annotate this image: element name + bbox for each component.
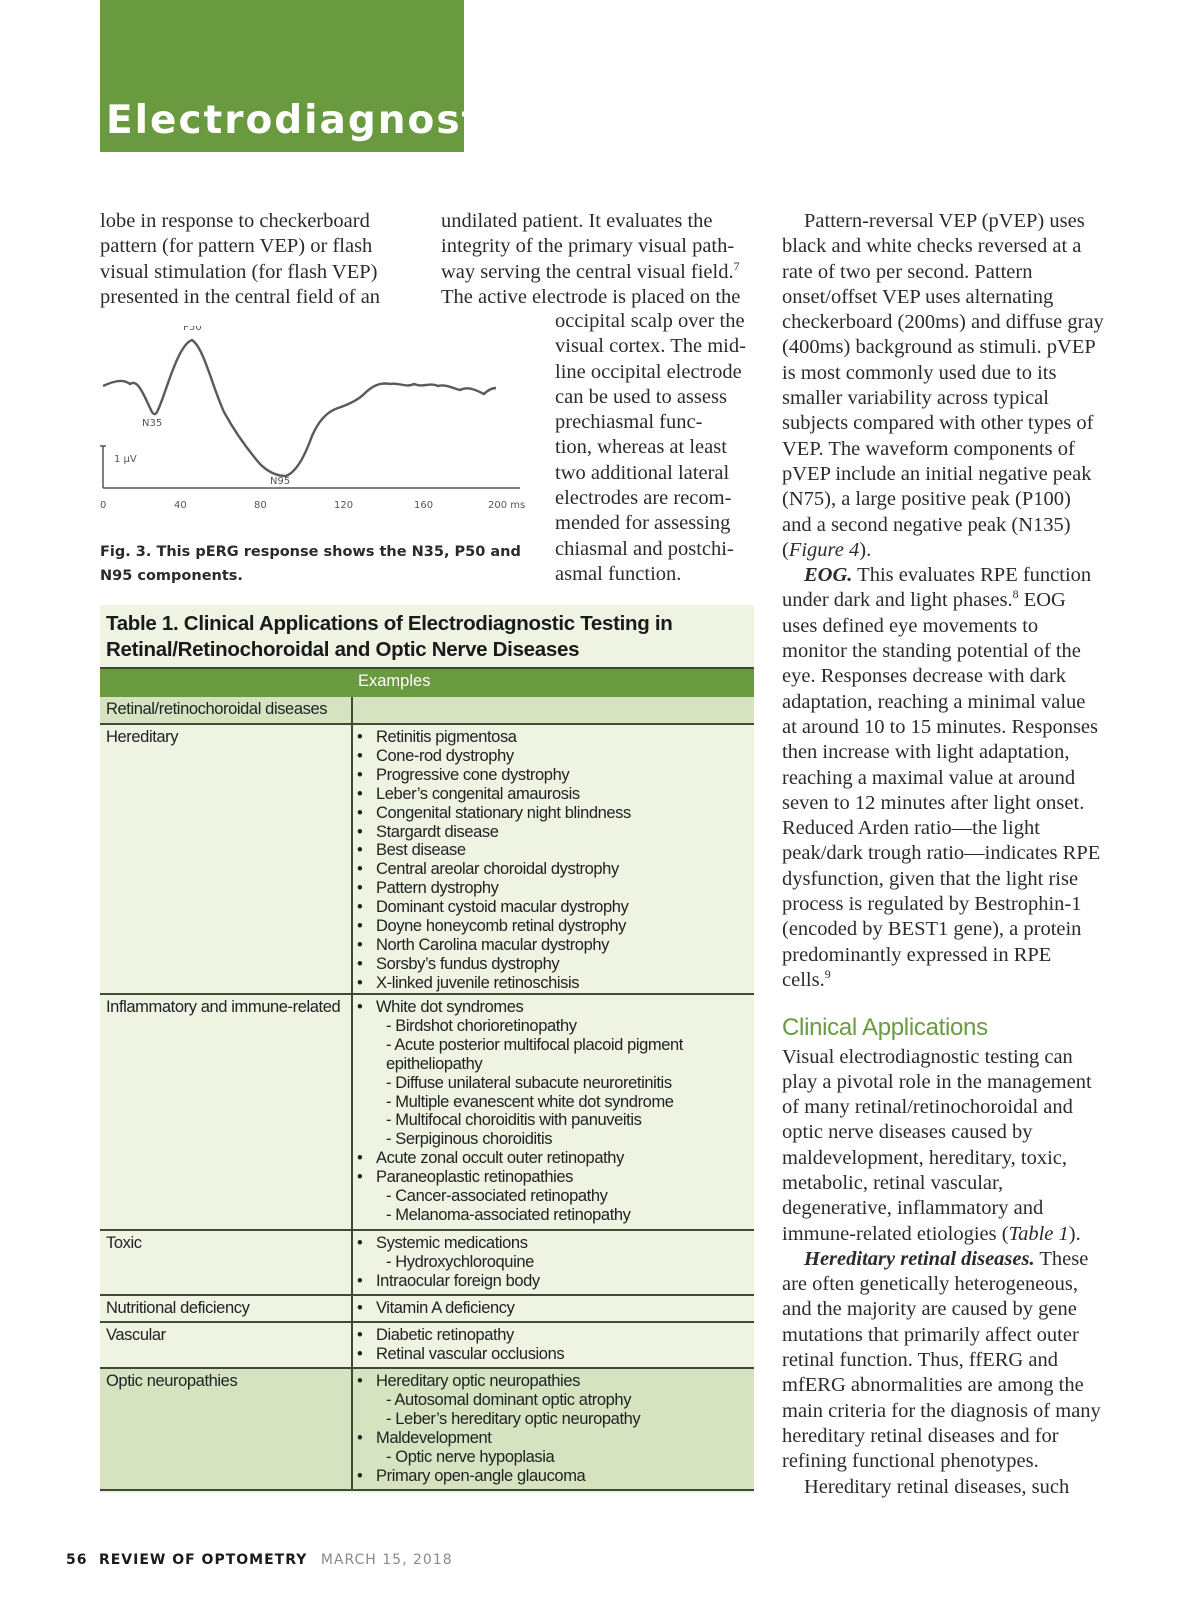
- section-heading: Clinical Applications: [782, 1014, 988, 1042]
- text-line: integrity of the primary visual path-: [441, 235, 735, 258]
- list-item: • Cone-rod dystrophy: [353, 747, 753, 766]
- footnote-ref: 8: [1012, 587, 1019, 602]
- table-row: [100, 1323, 754, 1365]
- figure-caption: Fig. 3. This pERG response shows the N35, P50 and N95 components.: [100, 544, 521, 584]
- row-items: [353, 998, 753, 1225]
- text-line: visual stimulation (for flash VEP): [100, 260, 378, 283]
- list-item: • Sorsby’s fundus dystrophy: [353, 955, 753, 974]
- perg-figure: [100, 326, 540, 536]
- column-1-text: [100, 209, 400, 310]
- text-line: chiasmal and postchi-: [555, 537, 734, 560]
- text-line: line occipital electrode: [555, 360, 742, 383]
- table-column-divider: [351, 697, 353, 1489]
- list-subitem: - Birdshot chorioretinopathy: [386, 1016, 577, 1035]
- perg-waveform-svg: [100, 326, 540, 536]
- x-tick-label: 160: [414, 500, 434, 511]
- table-title: Table 1. Clinical Applications of Electrodiagnostic Testing in Retinal/Retinochoroidal and Optic Nerve Diseases: [106, 612, 673, 661]
- table-row: [100, 1369, 754, 1489]
- list-item: • Pattern dystrophy: [353, 879, 753, 898]
- list-subitem: - Autosomal dominant optic atrophy: [386, 1390, 632, 1409]
- list-subitem-continued: epitheliopathy: [386, 1054, 483, 1073]
- row-items: [353, 728, 753, 993]
- row-items: [353, 1372, 753, 1485]
- list-subitem: - Acute posterior multifocal placoid pigment: [386, 1035, 683, 1054]
- figure-ref: Figure 4: [788, 538, 860, 561]
- scale-label: 1 µV: [114, 454, 137, 465]
- list-item: • Systemic medications: [353, 1234, 753, 1253]
- text-line: presented in the central field of an: [100, 285, 381, 308]
- list-item: • Primary open-angle glaucoma: [353, 1467, 753, 1486]
- list-subitem: - Melanoma-associated retinopathy: [386, 1205, 631, 1224]
- text-fragment: way serving the central visual field.: [441, 260, 734, 283]
- row-label: Vascular: [106, 1326, 166, 1344]
- list-subitem: - Optic nerve hypoplasia: [386, 1447, 555, 1466]
- list-item: • North Carolina macular dystrophy: [353, 936, 753, 955]
- text-line: asmal function.: [555, 562, 682, 585]
- text-line: mended for assessing: [555, 512, 731, 535]
- list-subitem: - Diffuse unilateral subacute neuroretinitis: [386, 1073, 672, 1092]
- text-fragment: Pattern-reversal VEP (pVEP) uses black and white checks reversed at a rate of two per second. Pattern onset/offset VEP uses alternating checkerboard (200ms) and diffuse gray (400ms) background as stimuli. pVEP is most commonly used due to its smaller variability across typical subjects compared with other types of VEP. The waveform components of pVEP include an initial negative peak (N75), a large positive peak (P100) and a second negative peak (N135) (: [782, 210, 1104, 561]
- list-subitem: - Cancer-associated retinopathy: [386, 1187, 608, 1206]
- text-fragment: ).: [859, 538, 872, 561]
- text-line: lobe in response to checkerboard: [100, 210, 370, 232]
- row-items: [353, 1234, 753, 1291]
- text-line: The active electrode is placed on the: [441, 285, 741, 308]
- footnote-ref: 9: [824, 966, 831, 981]
- list-item: • Doyne honeycomb retinal dystrophy: [353, 917, 753, 936]
- list-item: • Vitamin A deficiency: [353, 1299, 753, 1318]
- list-item: • Paraneoplastic retinopathies: [353, 1168, 753, 1187]
- peak-label-p50: P50: [183, 326, 202, 333]
- list-item: • Best disease: [353, 841, 753, 860]
- list-item: • X-linked juvenile retinoschisis: [353, 974, 753, 993]
- x-tick-label: 80: [254, 500, 267, 511]
- row-items: [353, 1299, 753, 1318]
- text-line: visual cortex. The mid-: [555, 335, 746, 358]
- row-label: Toxic: [106, 1234, 142, 1252]
- list-item: • Retinal vascular occlusions: [353, 1345, 753, 1364]
- list-item: • Hereditary optic neuropathies: [353, 1372, 753, 1391]
- text-line: undilated patient. It evaluates the: [441, 210, 713, 232]
- list-item: • White dot syndromes: [353, 998, 753, 1017]
- paragraph: [782, 563, 1104, 993]
- list-item: • Progressive cone dystrophy: [353, 766, 753, 785]
- text-fragment: EOG uses defined eye movements to monitor the standing potential of the eye. Responses decrease with dark adaptation, reaching a minimal value at around 10 to 15 minutes. Responses then increase with light adaptation, reaching a maximal value at around seven to 12 minutes after light onset. Reduced Arden ratio—the light peak/dark trough ratio—indicates RPE dysfunction, given that the light rise process is regulated by Bestrophin-1 (encoded by BEST1 gene), a protein predominantly expressed in RPE cells.: [782, 589, 1101, 991]
- text-fragment: These are often genetically heterogeneous, and the majority are caused by gene mutations that primarily affect outer retinal function. Thus, ffERG and mfERG abnormalities are among the main criteria for the diagnosis of many hereditary retinal diseases and for refining functional phenotypes.: [782, 1247, 1101, 1473]
- x-tick-label: 0: [100, 500, 107, 511]
- text-line: prechiasmal func-: [555, 411, 703, 434]
- text-line: electrodes are recom-: [555, 487, 732, 510]
- peak-label-n95: N95: [270, 476, 291, 487]
- text-line: can be used to assess: [555, 385, 727, 408]
- table-row: [100, 725, 754, 993]
- column-2-narrow-text: [555, 309, 751, 587]
- list-item: • Dominant cystoid macular dystrophy: [353, 898, 753, 917]
- row-label: Nutritional deficiency: [106, 1299, 250, 1317]
- row-items: [353, 1326, 753, 1364]
- footnote-ref: 7: [733, 258, 740, 273]
- page-footer: [66, 1552, 453, 1568]
- table-row: [100, 1231, 754, 1293]
- text-line: two additional lateral: [555, 461, 730, 484]
- table-ref: Table 1: [1008, 1222, 1069, 1245]
- table-rule: [100, 1489, 754, 1491]
- x-tick-label: 40: [174, 500, 187, 511]
- list-item: • Central areolar choroidal dystrophy: [353, 860, 753, 879]
- run-in-heading: EOG.: [804, 564, 853, 587]
- paragraph: [782, 1045, 1104, 1247]
- table-section-row: [100, 697, 754, 723]
- paragraph: [782, 209, 1104, 563]
- row-label: Optic neuropathies: [106, 1372, 238, 1390]
- section-title: Electrodiagnostics: [106, 98, 548, 143]
- list-item: • Diabetic retinopathy: [353, 1326, 753, 1345]
- list-subitem: - Leber’s hereditary optic neuropathy: [386, 1409, 641, 1428]
- magazine-name: REVIEW OF OPTOMETRY: [98, 1552, 308, 1568]
- text-line: occipital scalp over the: [555, 310, 745, 332]
- column-3-text: [782, 209, 1104, 1500]
- paragraph: Hereditary retinal diseases, such: [804, 1475, 1070, 1498]
- text-line: [441, 260, 751, 285]
- perg-waveform-line: [103, 340, 496, 476]
- examples-header-bar: [100, 668, 754, 697]
- paragraph: [782, 1247, 1104, 1475]
- run-in-heading: Hereditary retinal diseases.: [804, 1247, 1035, 1270]
- text-fragment: This evaluates RPE function under dark and light phases.: [782, 564, 1092, 612]
- issue-date: MARCH 15, 2018: [320, 1552, 453, 1568]
- x-tick-label: 120: [334, 500, 354, 511]
- page-number: 56: [66, 1552, 88, 1568]
- list-item: • Intraocular foreign body: [353, 1272, 753, 1291]
- text-fragment: ).: [1068, 1222, 1081, 1245]
- table-rule: [100, 667, 754, 669]
- text-line: pattern (for pattern VEP) or flash: [100, 235, 373, 258]
- list-item: • Congenital stationary night blindness: [353, 804, 753, 823]
- list-item: • Acute zonal occult outer retinopathy: [353, 1149, 753, 1168]
- list-subitem: - Multiple evanescent white dot syndrome: [386, 1092, 674, 1111]
- peak-label-n35: N35: [142, 418, 163, 429]
- x-tick-label: 200 ms: [488, 500, 526, 511]
- list-item: • Retinitis pigmentosa: [353, 728, 753, 747]
- column-2-text: [441, 209, 751, 310]
- section-label: Retinal/retinochoroidal diseases: [106, 700, 328, 718]
- list-item: • Stargardt disease: [353, 823, 753, 842]
- list-subitem: - Serpiginous choroiditis: [386, 1130, 553, 1149]
- row-label: Inflammatory and immune-related: [106, 998, 341, 1016]
- table-row: [100, 1296, 754, 1320]
- table-row: [100, 995, 754, 1225]
- text-fragment: Visual electrodiagnostic testing can play a pivotal role in the management of many retinal/retinochoroidal and optic nerve diseases caused by maldevelopment, hereditary, toxic, metabolic, retinal vascular, degenerative, inflammatory and immune-related etiologies (: [782, 1045, 1092, 1245]
- examples-header: Examples: [358, 672, 431, 690]
- list-item: • Maldevelopment: [353, 1429, 753, 1448]
- table-1: [100, 605, 754, 1493]
- list-subitem: - Hydroxychloroquine: [386, 1252, 534, 1271]
- list-subitem: - Multifocal choroiditis with panuveitis: [386, 1111, 642, 1130]
- list-item: • Leber’s congenital amaurosis: [353, 785, 753, 804]
- row-label: Hereditary: [106, 728, 179, 746]
- text-line: tion, whereas at least: [555, 436, 727, 459]
